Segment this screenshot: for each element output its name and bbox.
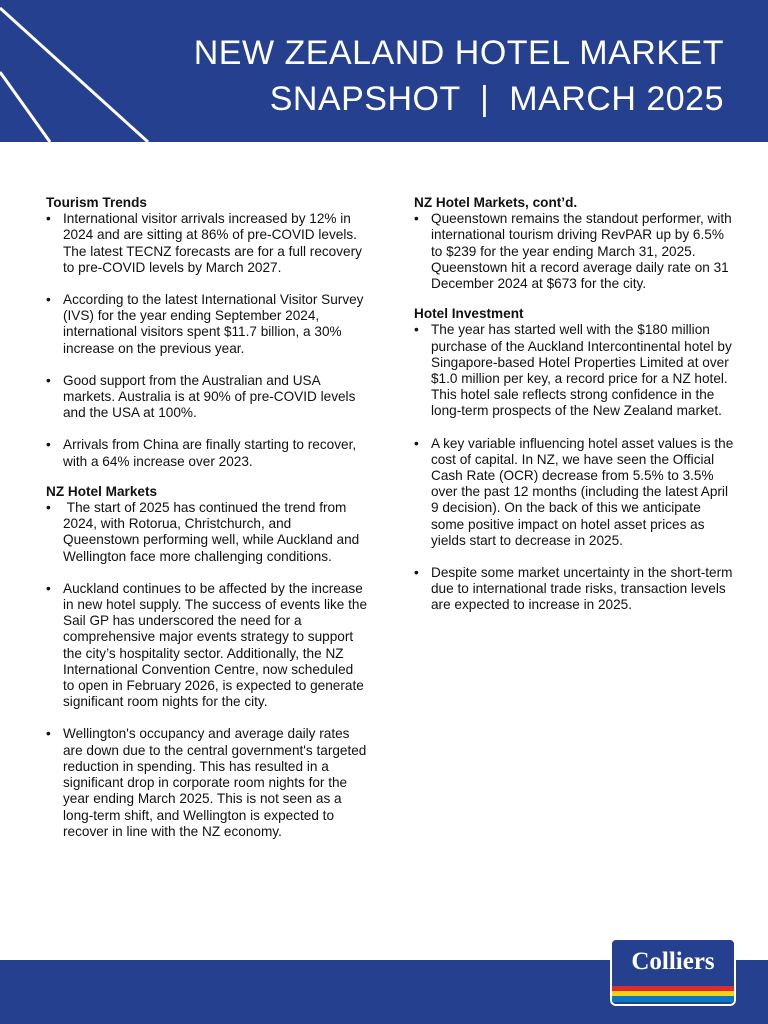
bullet-text: A key variable influencing hotel asset values is the cost of capital. In NZ, we have seen the Official Cash Rate (OCR) decrease from 5.5% to 3.5% over the past 12 months (including the latest April 9 decision). On the back of this we anticipate some positive impact on hotel asset prices as yields start to decrease in 2025.	[431, 435, 734, 548]
bullet-text: International visitor arrivals increased by 12% in 2024 and are sitting at 86% of pre-COVID levels. The latest TECNZ forecasts are for a full recovery to pre-COVID levels by March 2027.	[63, 211, 362, 275]
bullet-icon: •	[46, 500, 51, 516]
logo-wordmark: Colliers	[631, 948, 715, 975]
list-item	[46, 437, 368, 469]
bullet-icon: •	[46, 437, 51, 453]
bullet-icon: •	[46, 211, 51, 227]
header-banner	[0, 0, 768, 142]
bullet-icon: •	[46, 580, 51, 596]
colliers-logo	[610, 938, 736, 1006]
bullet-icon: •	[414, 322, 419, 338]
list-item	[414, 565, 736, 614]
bullet-icon: •	[46, 292, 51, 308]
list-item	[414, 436, 736, 549]
list-item	[46, 581, 368, 711]
list-item	[414, 211, 736, 292]
section-heading-nz-hotel-markets-contd: NZ Hotel Markets, cont’d.	[414, 195, 578, 210]
section-heading-tourism-trends: Tourism Trends	[46, 195, 147, 210]
title-line-2: SNAPSHOT | MARCH 2025	[269, 80, 724, 118]
bullet-icon: •	[414, 211, 419, 227]
bullet-text: The start of 2025 has continued the trend from 2024, with Rotorua, Christchurch, and Queenstown performing well, while Auckland and Wellington face more challenging conditions.	[63, 500, 363, 564]
nz-hotel-markets-contd-list	[414, 211, 736, 292]
hotel-investment-list	[414, 322, 736, 613]
page-title	[194, 30, 724, 122]
bullet-icon: •	[46, 372, 51, 388]
bullet-text: The year has started well with the $180 million purchase of the Auckland Intercontinental hotel by Singapore-based Hotel Properties Limited at over $1.0 million per key, a record price for a NZ hotel. This hotel sale reflects strong confidence in the long-term prospects of the New Zealand market.	[431, 322, 732, 419]
logo-stripe-blue	[612, 996, 734, 1002]
tourism-trends-list	[46, 211, 368, 470]
bullet-text: Wellington's occupancy and average daily rates are down due to the central government's targeted reduction in spending. This has resulted in a significant drop in corporate room nights for the year ending March 2025. This is not seen as a long-term shift, and Wellington is expected to recover in line with the NZ economy.	[63, 726, 367, 839]
right-column	[414, 195, 736, 628]
list-item	[46, 726, 368, 839]
section-heading-hotel-investment: Hotel Investment	[414, 306, 524, 322]
list-item	[46, 500, 368, 565]
bullet-text: Auckland continues to be affected by the increase in new hotel supply. The success of events like the Sail GP has underscored the need for a comprehensive major events strategy to support the city’s hospitality sector. Additionally, the NZ International Convention Centre, now scheduled to open in February 2026, is expected to generate significant room nights for the city.	[63, 580, 368, 710]
bullet-text: According to the latest International Visitor Survey (IVS) for the year ending September 2024, international visitors spent $11.7 billion, a 30% increase on the previous year.	[63, 292, 364, 356]
bullet-text: Despite some market uncertainty in the short-term due to international trade risks, transaction levels are expected to increase in 2025.	[431, 565, 733, 613]
section-heading-nz-hotel-markets: NZ Hotel Markets	[46, 483, 158, 499]
bullet-text: Good support from the Australian and USA markets. Australia is at 90% of pre-COVID levels and the USA at 100%.	[63, 372, 356, 421]
nz-hotel-markets-list	[46, 500, 368, 840]
bullet-text: Queenstown remains the standout performer, with international tourism driving RevPAR up by 6.5% to $239 for the year ending March 31, 2025. Queenstown hit a record average daily rate on 31 December 2024 at $673 for the city.	[431, 211, 732, 292]
left-column	[46, 195, 368, 854]
list-item	[46, 211, 368, 276]
title-line-1: NEW ZEALAND HOTEL MARKET	[193, 34, 724, 72]
bullet-text: Arrivals from China are finally starting to recover, with a 64% increase over 2023.	[63, 437, 357, 469]
bullet-icon: •	[414, 435, 419, 451]
bullet-icon: •	[46, 726, 51, 742]
list-item	[46, 292, 368, 357]
list-item	[46, 373, 368, 422]
bullet-icon: •	[414, 565, 419, 581]
list-item	[414, 322, 736, 419]
